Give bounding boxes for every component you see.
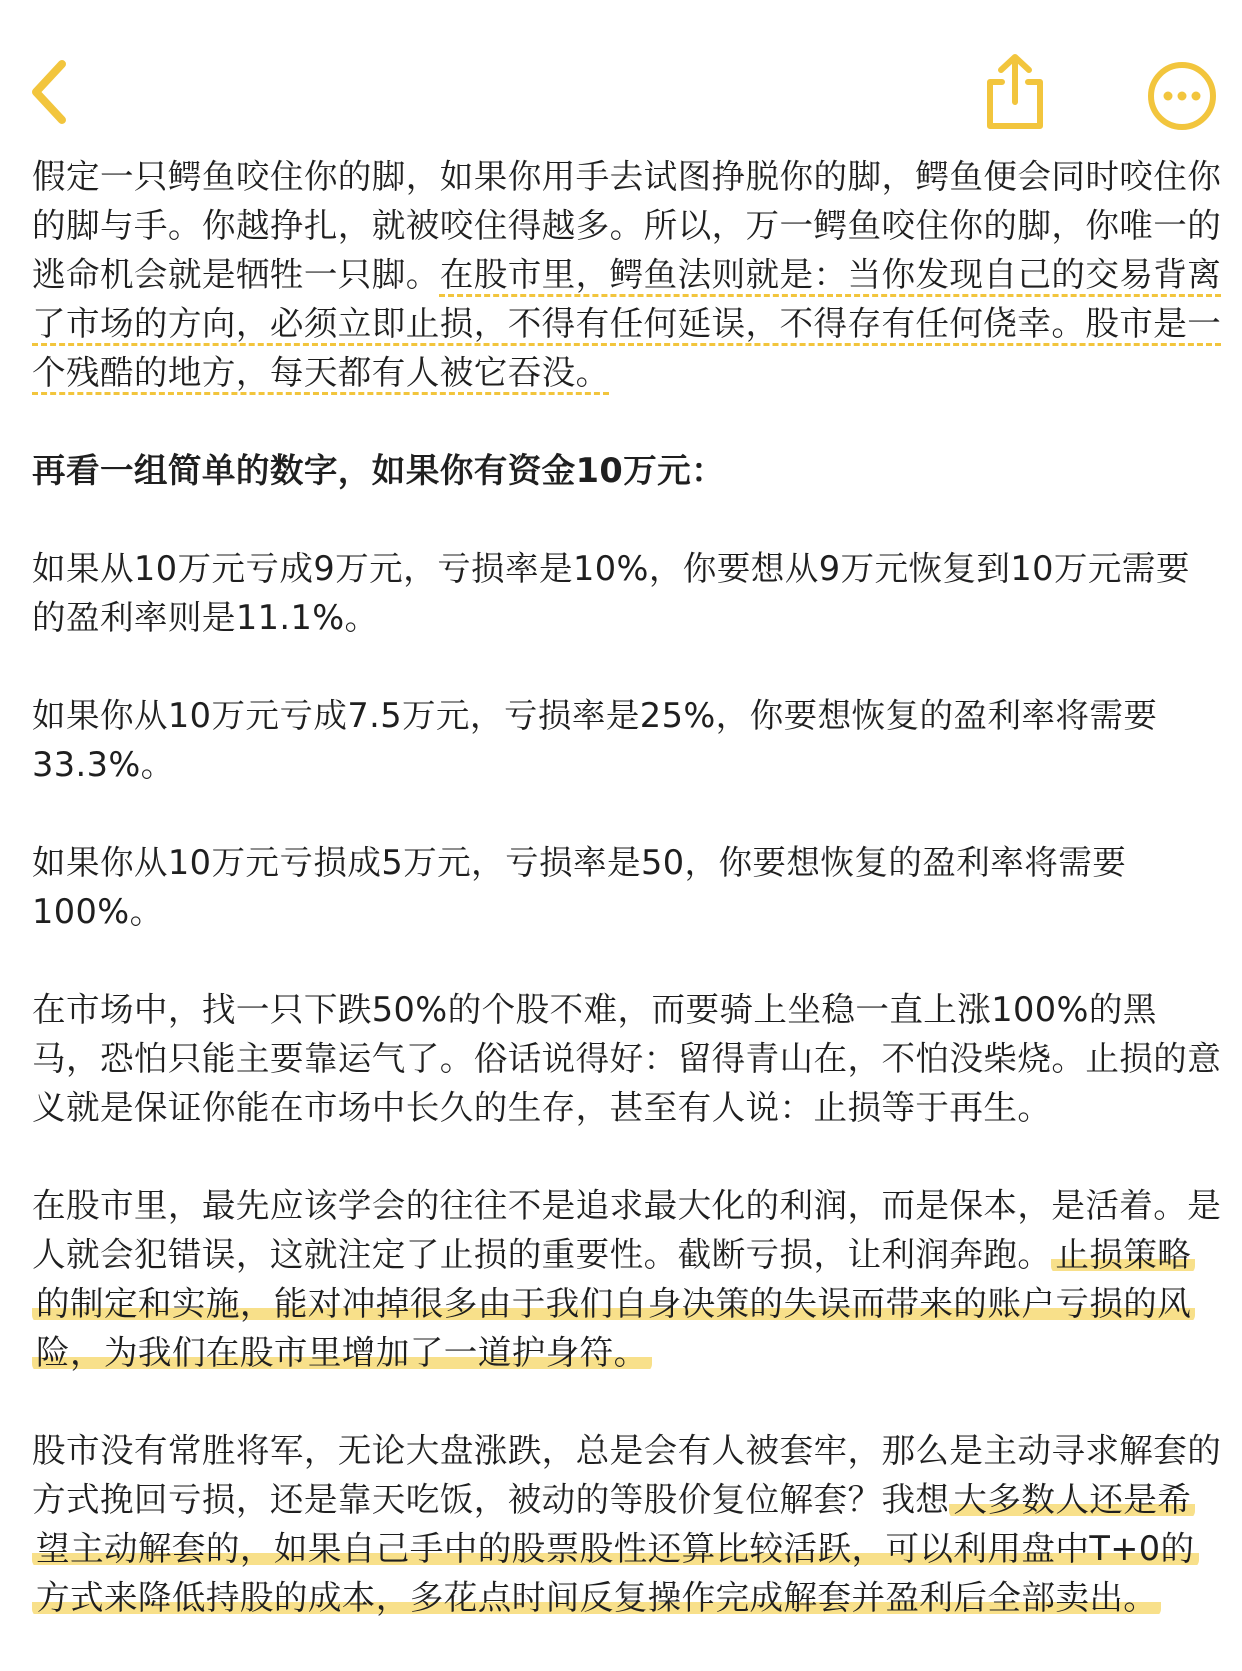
share-button[interactable]	[982, 52, 1048, 132]
more-horizontal-icon	[1146, 60, 1218, 132]
more-button[interactable]	[1146, 60, 1218, 132]
paragraph-market: 在市场中，找一只下跌50%的个股不难，而要骑上坐稳一直上涨100%的黑马，恐怕只能主要靠运气了。俗话说得好：留得青山在，不怕没柴烧。止损的意义就是保证你能在市场中长久的生存，甚至有人说：止损等于再生。	[32, 990, 1222, 1127]
underlined-text: 在股市里，鳄鱼法则就是：当你发现自己的交易背离了市场的方向，必须立即止损，不得有任何延误，不得存有任何侥幸。股市是一个残酷的地方，每天都有人被它吞没。	[32, 255, 1222, 392]
paragraph-text: 在股市里，最先应该学会的往往不是追求最大化的利润，而是保本，是活着。是人就会犯错误，这就注定了止损的重要性。截断亏损，让利润奔跑。	[32, 1186, 1222, 1274]
article-body	[32, 152, 1222, 1671]
back-button[interactable]	[26, 58, 76, 128]
paragraph-loss-50: 如果你从10万元亏损成5万元，亏损率是50，你要想恢复的盈利率将需要100%。	[32, 843, 1127, 931]
paragraph-numbers-intro: 再看一组简单的数字，如果你有资金10万元：	[32, 451, 726, 490]
chevron-left-icon	[26, 58, 76, 128]
paragraph-stop-loss	[32, 1181, 1222, 1377]
paragraph-crocodile	[32, 152, 1222, 397]
paragraph-loss-10: 如果从10万元亏成9万元，亏损率是10%，你要想从9万元恢复到10万元需要的盈利率则是11.1%。	[32, 549, 1190, 637]
paragraph-loss-25: 如果你从10万元亏成7.5万元，亏损率是25%，你要想恢复的盈利率将需要33.3%。	[32, 696, 1158, 784]
top-bar	[0, 0, 1242, 150]
paragraph-unlock	[32, 1426, 1222, 1622]
share-icon	[982, 52, 1048, 132]
paragraph-text: 股市没有常胜将军，无论大盘涨跌，总是会有人被套牢，那么是主动寻求解套的方式挽回亏损，还是靠天吃饭，被动的等股价复位解套？我想	[32, 1431, 1222, 1519]
paragraph-text: 假定一只鳄鱼咬住你的脚，如果你用手去试图挣脱你的脚，鳄鱼便会同时咬住你的脚与手。你越挣扎，就被咬住得越多。所以，万一鳄鱼咬住你的脚，你唯一的逃命机会就是牺牲一只脚。	[32, 157, 1222, 294]
highlighted-text: 大多数人还是希望主动解套的，如果自己手中的股票股性还算比较活跃，可以利用盘中T+0的方式来降低持股的成本，多花点时间反复操作完成解套并盈利后全部卖出。	[32, 1480, 1199, 1617]
highlighted-text: 止损策略的制定和实施，能对冲掉很多由于我们自身决策的失误而带来的账户亏损的风险，为我们在股市里增加了一道护身符。	[32, 1235, 1195, 1372]
